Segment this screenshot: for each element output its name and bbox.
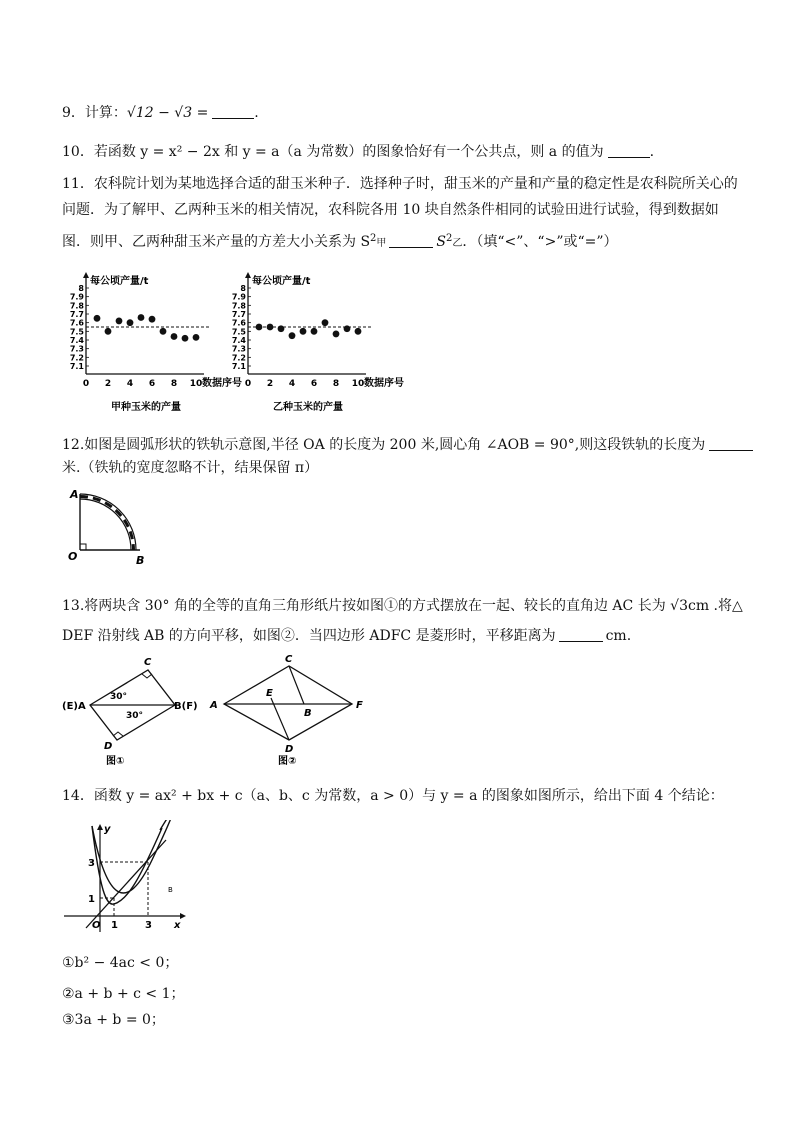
q14-conclusion-2: ②a + b + c < 1；	[62, 986, 185, 1002]
fig1-label-d: D	[104, 741, 113, 752]
fig1-caption: 图①	[106, 756, 125, 767]
q11-charts	[60, 270, 420, 420]
label-a: A	[70, 488, 79, 501]
q11-s-yi: S	[436, 234, 447, 250]
data-point	[267, 324, 274, 331]
inner-arc	[80, 499, 131, 550]
y-tick-label: 7.2	[231, 353, 246, 363]
data-point	[322, 319, 329, 326]
q14-line-1: 14．函数 y = ax² + bx + c（a、b、c 为常数，a > 0）与 y = a 的图象如图所示，给出下面 4 个结论：	[62, 788, 724, 804]
fig2-cb	[289, 666, 304, 704]
outer-arc	[80, 494, 136, 550]
y-axis-arrow-icon	[83, 272, 89, 278]
x-tick-label: 10	[351, 379, 365, 389]
q13-line-1: 13.将两块含 30° 角的全等的直角三角形纸片按如图①的方式摆放在一起、较长的直角边 AC 长为 √3cm .将△	[62, 598, 743, 614]
data-point	[94, 315, 101, 322]
chart-yi	[232, 272, 404, 413]
y-tick-label: 7.9	[231, 292, 246, 302]
y-tick-label: 7.6	[69, 318, 84, 328]
question-9	[62, 103, 259, 123]
fig2-label-d: D	[285, 744, 294, 755]
label-1-y: 1	[88, 894, 95, 905]
q14-conclusion-3: ③3a + b = 0；	[62, 1012, 165, 1028]
fig2-label-e: E	[266, 688, 273, 699]
data-point	[300, 328, 307, 335]
label-b: B	[136, 554, 145, 567]
y-tick-label: 7.5	[231, 327, 246, 337]
y-tick-label: 7.1	[231, 362, 246, 371]
data-point	[138, 314, 145, 321]
y-tick-label: 7.1	[69, 362, 84, 371]
data-point	[171, 333, 178, 340]
y-tick-label: 7.4	[69, 336, 84, 345]
q12-text-1: 12.如图是圆弧形状的铁轨示意图,半径 OA 的长度为 200 米,圆心角 ∠AOB = 90°,则这段铁轨的长度为	[62, 437, 706, 453]
y-tick-label: 7.3	[231, 344, 246, 354]
fig1-angle-top: 30°	[110, 692, 128, 702]
data-point	[149, 316, 156, 323]
data-point	[127, 319, 134, 326]
q11-answer-blank[interactable]	[389, 233, 433, 248]
x-axis-arrow-icon	[180, 913, 186, 919]
y-tick-label: 7.6	[231, 318, 246, 328]
x-tick-label: 4	[288, 379, 296, 389]
y-tick-label: 7.7	[231, 310, 246, 319]
x-tick-label: 4	[126, 379, 134, 389]
q14-graph	[62, 820, 192, 938]
chart-jia	[70, 272, 242, 413]
q12-figure	[60, 488, 170, 568]
label-x: x	[174, 920, 181, 931]
x-tick-label: 2	[104, 379, 112, 389]
q13-answer-blank[interactable]	[559, 627, 603, 642]
q12-line-2: 米.（铁轨的宽度忽略不计，结果保留 π）	[62, 460, 319, 476]
right-angle-mark	[80, 544, 86, 550]
fig1-label-c: C	[144, 657, 152, 668]
y-tick-label: 7.5	[69, 327, 84, 337]
x-axis-label: 数据序号	[364, 378, 404, 389]
track-dashes	[80, 497, 134, 551]
label-3-x: 3	[145, 920, 152, 931]
x-tick-label: 6	[148, 379, 156, 389]
fig2-label-b: B	[304, 708, 312, 719]
y-tick-label: 7.8	[231, 301, 246, 311]
label-y: y	[104, 824, 111, 835]
q11-sub-jia: 甲	[376, 238, 387, 249]
y-axis-arrow-icon	[245, 272, 251, 278]
q12-line-1	[62, 435, 753, 455]
data-point	[182, 335, 189, 342]
x-tick-label: 2	[266, 379, 274, 389]
data-point	[116, 318, 123, 325]
q11-line-1: 11．农科院计划为某地选择合适的甜玉米种子．选择种子时，甜玉米的产量和产量的稳定性是农科院所关心的	[62, 176, 738, 192]
chart-caption: 甲种玉米的产量	[111, 402, 181, 413]
y-tick-label: 8	[240, 284, 246, 293]
q9-tail: .	[254, 105, 259, 121]
fig2-rhombus	[224, 666, 352, 740]
y-tick-label: 8	[78, 284, 84, 293]
label-3-y: 3	[88, 858, 95, 869]
y-tick-label: 7.4	[231, 336, 246, 345]
chart-caption: 乙种玉米的产量	[273, 402, 343, 413]
chart-title: 每公顷产量/t	[252, 276, 311, 287]
q10-tail: .	[649, 144, 655, 160]
y-tick-label: 7.2	[69, 353, 84, 363]
q11-line-3a: 图．则甲、乙两种甜玉米产量的方差大小关系为 S	[62, 234, 371, 250]
chart-title: 每公顷产量/t	[90, 276, 149, 287]
q11-sup-2: 2	[446, 233, 453, 244]
x-tick-label: 8	[332, 379, 340, 389]
q14-conclusion-1: ①b² − 4ac < 0；	[62, 955, 179, 971]
fig1-label-ea: (E)A	[62, 701, 86, 712]
fig2-caption: 图②	[278, 756, 297, 767]
q9-answer-blank[interactable]	[212, 104, 254, 119]
data-point	[160, 328, 167, 335]
label-1-x: 1	[111, 920, 118, 931]
q11-line-2: 问题．为了解甲、乙两种玉米的相关情况，农科院各用 10 块自然条件相同的试验田进行试验，得到数据如	[62, 202, 719, 218]
x-tick-label: 10	[189, 379, 203, 389]
data-point	[333, 331, 340, 338]
q10-text: 10．若函数 y = x² − 2x 和 y = a（a 为常数）的图象恰好有一个公共点，则 a 的值为	[62, 144, 604, 160]
q13-figure-1	[62, 657, 198, 767]
y-tick-label: 7.9	[69, 292, 84, 302]
y-tick-label: 7.8	[69, 301, 84, 311]
data-point	[256, 324, 263, 331]
q13-tail: cm.	[605, 628, 632, 644]
x-tick-label: 0	[244, 379, 252, 389]
y-tick-label: 7.3	[69, 344, 84, 354]
data-point	[278, 325, 285, 332]
x-tick-label: 8	[170, 379, 178, 389]
q13-text-2: DEF 沿射线 AB 的方向平移，如图②．当四边形 ADFC 是菱形时，平移距离为	[62, 628, 556, 644]
y-tick-label: 7.7	[69, 310, 84, 319]
label-origin: O	[92, 920, 101, 931]
q11-line-3	[62, 232, 618, 254]
fig2-label-f: F	[356, 700, 363, 711]
data-point	[344, 325, 351, 332]
fig1-right-angle-d	[113, 732, 123, 736]
data-point	[193, 334, 200, 341]
x-tick-label: 0	[82, 379, 90, 389]
fig1-right-angle-c	[142, 674, 152, 678]
y-axis-arrow-icon	[97, 824, 103, 830]
data-point	[355, 328, 362, 335]
q9-label: 9．计算：	[62, 105, 127, 121]
label-o: O	[68, 550, 78, 563]
q13-figure-2	[209, 654, 363, 767]
q9-expression: √12 − √3 =	[126, 105, 209, 121]
x-tick-label: 6	[310, 379, 318, 389]
fig1-angle-bottom: 30°	[126, 711, 144, 721]
data-point	[311, 328, 318, 335]
q11-sup-1: 2	[370, 233, 377, 244]
question-10	[62, 142, 654, 162]
data-point	[105, 328, 112, 335]
q13-figures	[60, 652, 380, 770]
q11-line-3b: ．（填“<”、“>”或“=”）	[462, 234, 618, 250]
q13-line-2	[62, 626, 631, 646]
q11-sub-yi: 乙	[452, 238, 463, 249]
q10-answer-blank[interactable]	[608, 143, 650, 158]
fig2-label-c: C	[285, 654, 293, 665]
fig2-label-a: A	[210, 700, 218, 711]
fig1-label-bf: B(F)	[174, 701, 198, 712]
data-point	[289, 332, 296, 339]
label-b-small: B	[168, 886, 173, 894]
x-axis-label: 数据序号	[202, 378, 242, 389]
q12-answer-blank[interactable]	[709, 436, 753, 451]
